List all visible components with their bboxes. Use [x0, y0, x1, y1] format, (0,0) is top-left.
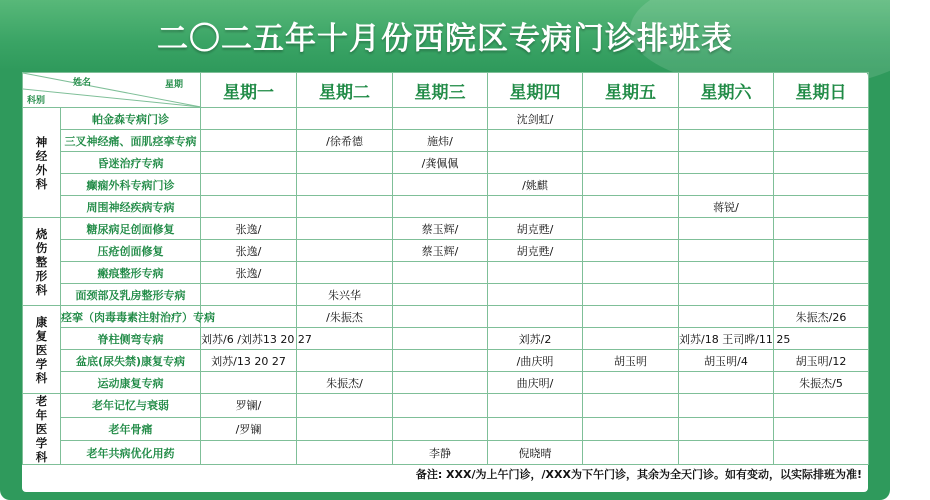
- footnote: 备注: XXX/为上午门诊，/XXX为下午门诊，其余为全天门诊。如有变动，以实际排班为准!: [415, 468, 862, 481]
- table-row: [23, 417, 869, 441]
- schedule-cell: [583, 240, 679, 262]
- schedule-cell: [583, 306, 679, 328]
- schedule-cell: [201, 130, 297, 152]
- schedule-cell: 刘苏/18 王司晔/11 25: [679, 328, 774, 350]
- schedule-cell: [774, 196, 869, 218]
- schedule-cell: [679, 394, 774, 418]
- schedule-cell: [774, 152, 869, 174]
- department-label: [23, 394, 61, 465]
- schedule-cell: [583, 394, 679, 418]
- schedule-cell: 胡克甦/: [488, 218, 583, 240]
- schedule-cell: [583, 417, 679, 441]
- schedule-cell: [583, 196, 679, 218]
- schedule-cell: [297, 152, 393, 174]
- schedule-cell: 罗镧/: [201, 394, 297, 418]
- clinic-name: 运动康复专病: [61, 372, 201, 394]
- schedule-cell: 施炜/: [393, 130, 488, 152]
- corner-day-label: 星期: [165, 80, 184, 90]
- schedule-cell: [297, 394, 393, 418]
- schedule-panel: [22, 72, 868, 492]
- corner-dept-label: 科别: [27, 96, 46, 106]
- schedule-cell: 胡玉明: [583, 350, 679, 372]
- schedule-cell: [297, 174, 393, 196]
- schedule-cell: [774, 441, 869, 465]
- schedule-cell: 朱兴华: [297, 284, 393, 306]
- schedule-cell: [297, 108, 393, 130]
- schedule-cell: 张逸/: [201, 240, 297, 262]
- schedule-cell: /罗镧: [201, 417, 297, 441]
- department-label: [23, 108, 61, 218]
- schedule-cell: [774, 218, 869, 240]
- table-row: [23, 284, 869, 306]
- schedule-cell: 张逸/: [201, 218, 297, 240]
- schedule-cell: [393, 328, 488, 350]
- table-row: [23, 441, 869, 465]
- schedule-cell: [393, 394, 488, 418]
- schedule-cell: [393, 284, 488, 306]
- schedule-cell: [201, 441, 297, 465]
- clinic-name: 糖尿病足创面修复: [61, 218, 201, 240]
- schedule-cell: [297, 441, 393, 465]
- schedule-cell: [774, 108, 869, 130]
- clinic-name: 癫痫外科专病门诊: [61, 174, 201, 196]
- schedule-cell: [393, 262, 488, 284]
- day-header: 星期四: [488, 73, 583, 108]
- clinic-name: 面颈部及乳房整形专病: [61, 284, 201, 306]
- schedule-cell: /姚麒: [488, 174, 583, 196]
- header-corner: [23, 73, 201, 108]
- schedule-cell: [297, 262, 393, 284]
- clinic-name: 老年共病优化用药: [61, 441, 201, 465]
- schedule-cell: [297, 240, 393, 262]
- clinic-name: 老年骨痛: [61, 417, 201, 441]
- schedule-cell: /龚佩佩: [393, 152, 488, 174]
- clinic-name: 痉挛（肉毒毒素注射治疗）专病: [61, 306, 201, 328]
- clinic-name: 周围神经疾病专病: [61, 196, 201, 218]
- schedule-cell: 蔡玉辉/: [393, 240, 488, 262]
- schedule-cell: [774, 262, 869, 284]
- schedule-cell: [679, 130, 774, 152]
- table-row: [23, 130, 869, 152]
- table-row: [23, 196, 869, 218]
- table-row: [23, 152, 869, 174]
- schedule-cell: 朱振杰/: [297, 372, 393, 394]
- schedule-cell: [679, 372, 774, 394]
- clinic-name: 三叉神经痛、面肌痉挛专病: [61, 130, 201, 152]
- schedule-cell: [583, 108, 679, 130]
- schedule-cell: 李静: [393, 441, 488, 465]
- schedule-cell: 刘苏/2: [488, 328, 583, 350]
- schedule-cell: [201, 284, 297, 306]
- schedule-cell: [393, 417, 488, 441]
- department-label: [23, 306, 61, 394]
- clinic-name: 瘢痕整形专病: [61, 262, 201, 284]
- schedule-cell: [393, 196, 488, 218]
- clinic-name: 老年记忆与衰弱: [61, 394, 201, 418]
- schedule-cell: [583, 372, 679, 394]
- schedule-cell: [679, 306, 774, 328]
- schedule-cell: /曲庆明: [488, 350, 583, 372]
- schedule-cell: [583, 441, 679, 465]
- department-label-text: 康复医学科: [35, 314, 48, 385]
- schedule-cell: 张逸/: [201, 262, 297, 284]
- schedule-cell: [201, 196, 297, 218]
- corner-name-label: 姓名: [73, 78, 92, 88]
- schedule-cell: [679, 218, 774, 240]
- schedule-cell: 蔡玉辉/: [393, 218, 488, 240]
- schedule-cell: [201, 108, 297, 130]
- day-header: 星期二: [297, 73, 393, 108]
- schedule-cell: [679, 441, 774, 465]
- schedule-cell: [679, 417, 774, 441]
- table-row: [23, 394, 869, 418]
- schedule-cell: 沈剑虹/: [488, 108, 583, 130]
- clinic-name: 压疮创面修复: [61, 240, 201, 262]
- schedule-cell: [583, 152, 679, 174]
- schedule-cell: [297, 350, 393, 372]
- department-label-text: 烧伤整形科: [35, 226, 48, 297]
- clinic-name: 盆底(尿失禁)康复专病: [61, 350, 201, 372]
- schedule-cell: [583, 130, 679, 152]
- schedule-cell: [488, 196, 583, 218]
- schedule-cell: [201, 152, 297, 174]
- schedule-cell: [679, 174, 774, 196]
- schedule-cell: [583, 262, 679, 284]
- schedule-cell: [393, 306, 488, 328]
- schedule-cell: [488, 262, 583, 284]
- schedule-cell: [488, 394, 583, 418]
- schedule-cell: [679, 108, 774, 130]
- schedule-cell: [488, 306, 583, 328]
- schedule-cell: [679, 240, 774, 262]
- schedule-cell: [488, 284, 583, 306]
- schedule-cell: 胡玉明/12: [774, 350, 869, 372]
- schedule-cell: [297, 417, 393, 441]
- schedule-cell: [679, 284, 774, 306]
- schedule-cell: 胡克甦/: [488, 240, 583, 262]
- schedule-cell: [679, 152, 774, 174]
- table-row: [23, 108, 869, 130]
- day-header: 星期六: [679, 73, 774, 108]
- department-label-text: 神经外科: [35, 134, 48, 191]
- schedule-cell: [488, 417, 583, 441]
- schedule-cell: 刘苏/13 20 27: [201, 350, 297, 372]
- schedule-cell: 蒋锐/: [679, 196, 774, 218]
- schedule-cell: [774, 130, 869, 152]
- table-row: [23, 350, 869, 372]
- schedule-cell: [774, 394, 869, 418]
- schedule-cell: [393, 350, 488, 372]
- schedule-cell: [583, 218, 679, 240]
- clinic-name: 帕金森专病门诊: [61, 108, 201, 130]
- schedule-cell: [488, 152, 583, 174]
- schedule-cell: [393, 372, 488, 394]
- schedule-cell: [583, 328, 679, 350]
- schedule-cell: 曲庆明/: [488, 372, 583, 394]
- page-title: 二〇二五年十月份西院区专病门诊排班表: [157, 20, 733, 57]
- schedule-table: [22, 72, 869, 465]
- day-header: 星期一: [201, 73, 297, 108]
- schedule-cell: /朱振杰: [297, 306, 393, 328]
- schedule-cell: [774, 417, 869, 441]
- schedule-cell: 朱振杰/26: [774, 306, 869, 328]
- table-row: [23, 240, 869, 262]
- day-header: 星期日: [774, 73, 869, 108]
- schedule-cell: [297, 196, 393, 218]
- schedule-cell: 刘苏/6 /刘苏13 20 27: [201, 328, 297, 350]
- schedule-cell: [679, 262, 774, 284]
- schedule-cell: [393, 174, 488, 196]
- schedule-cell: /徐希德: [297, 130, 393, 152]
- schedule-cell: 朱振杰/5: [774, 372, 869, 394]
- clinic-name: 昏迷治疗专病: [61, 152, 201, 174]
- header-banner: [0, 0, 890, 70]
- schedule-cell: [488, 130, 583, 152]
- day-header: 星期三: [393, 73, 488, 108]
- schedule-cell: 倪晓晴: [488, 441, 583, 465]
- schedule-cell: [201, 372, 297, 394]
- table-row: [23, 262, 869, 284]
- table-row: [23, 372, 869, 394]
- schedule-cell: [774, 240, 869, 262]
- table-row: [23, 174, 869, 196]
- day-header: 星期五: [583, 73, 679, 108]
- department-label: [23, 218, 61, 306]
- schedule-cell: [774, 284, 869, 306]
- schedule-cell: [201, 174, 297, 196]
- schedule-cell: [583, 174, 679, 196]
- clinic-name: 脊柱侧弯专病: [61, 328, 201, 350]
- table-row: [23, 306, 869, 328]
- schedule-cell: [774, 174, 869, 196]
- table-row: [23, 328, 869, 350]
- schedule-cell: [583, 284, 679, 306]
- schedule-cell: 胡玉明/4: [679, 350, 774, 372]
- schedule-cell: [393, 108, 488, 130]
- schedule-cell: [297, 218, 393, 240]
- table-row: [23, 218, 869, 240]
- department-label-text: 老年医学科: [35, 394, 48, 464]
